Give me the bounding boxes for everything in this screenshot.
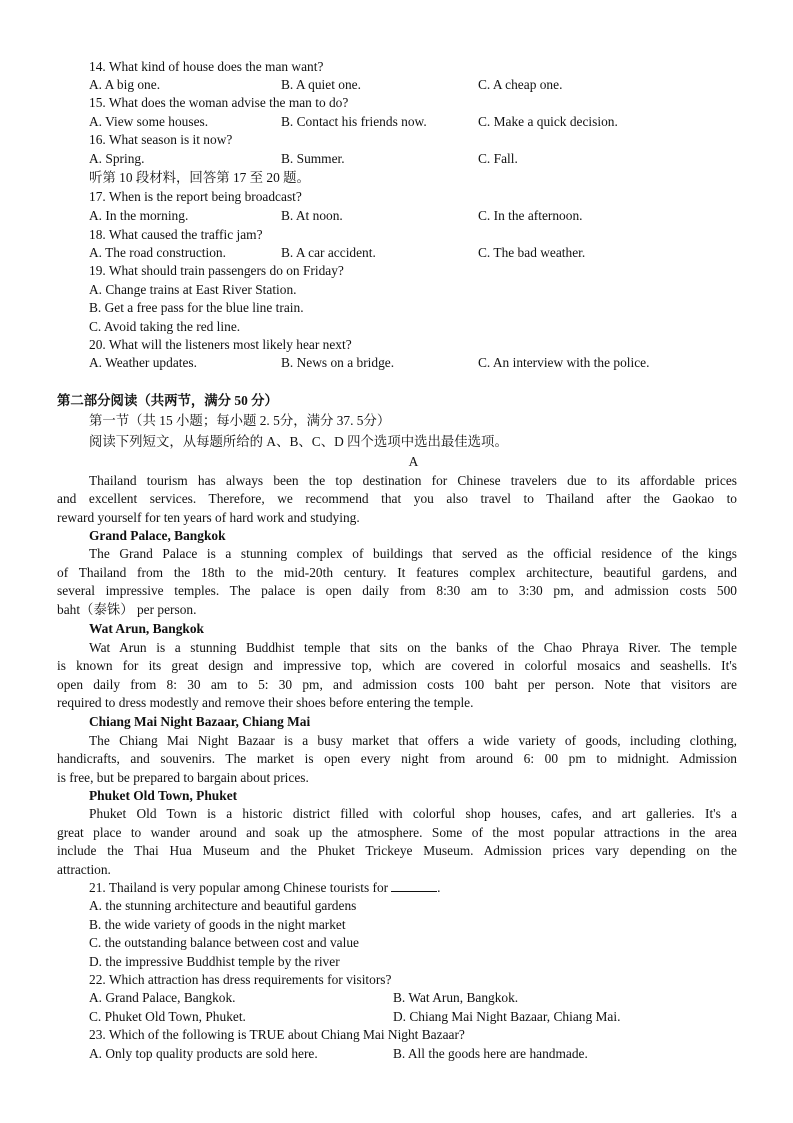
option-14b: B. A quiet one. xyxy=(281,77,361,92)
question-21-text: 21. Thailand is very popular among Chinese tourists for xyxy=(89,880,389,895)
wat-arun-line-4: required to dress modestly and remove their shoes before entering the temple. xyxy=(57,695,474,710)
option-19a: A. Change trains at East River Station. xyxy=(89,282,297,297)
night-bazaar-heading: Chiang Mai Night Bazaar, Chiang Mai xyxy=(89,714,311,729)
grand-palace-heading: Grand Palace, Bangkok xyxy=(89,528,226,543)
night-bazaar-line-3: is free, but be prepared to bargain about prices. xyxy=(57,770,309,785)
option-19b: B. Get a free pass for the blue line train. xyxy=(89,300,304,315)
option-19c: C. Avoid taking the red line. xyxy=(89,319,241,334)
intro-line-2: and excellent services. Therefore, we recommend that you also travel to Thailand after the Gaokao to xyxy=(57,491,737,506)
question-22: 22. Which attraction has dress requirements for visitors? xyxy=(89,972,392,987)
option-21c: C. the outstanding balance between cost and value xyxy=(89,935,359,950)
option-17b: B. At noon. xyxy=(281,208,343,223)
grand-palace-line-1: The Grand Palace is a stunning complex of buildings that served as the official residence of the kings xyxy=(89,546,737,561)
phuket-line-3: include the Thai Hua Museum and the Phuket Trickeye Museum. Admission prices vary depending on the xyxy=(57,843,737,858)
option-22a: A. Grand Palace, Bangkok. xyxy=(89,990,236,1005)
option-18b: B. A car accident. xyxy=(281,245,376,260)
option-14a: A. A big one. xyxy=(89,77,161,92)
grand-palace-line-4: baht（泰铢） per person. xyxy=(57,602,197,617)
question-23: 23. Which of the following is TRUE about Chiang Mai Night Bazaar? xyxy=(89,1027,465,1042)
option-16a: A. Spring. xyxy=(89,151,145,166)
grand-palace-line-2: of Thailand from the 18th to the mid-20th century. It features complex architecture, beautiful gardens, and xyxy=(57,565,737,580)
question-21: 21. Thailand is very popular among Chinese tourists for . xyxy=(89,880,441,895)
option-15c: C. Make a quick decision. xyxy=(478,114,618,129)
option-18a: A. The road construction. xyxy=(89,245,226,260)
option-22d: D. Chiang Mai Night Bazaar, Chiang Mai. xyxy=(393,1009,621,1024)
option-21a: A. the stunning architecture and beautiful gardens xyxy=(89,898,357,913)
question-19: 19. What should train passengers do on Friday? xyxy=(89,263,344,278)
option-18c: C. The bad weather. xyxy=(478,245,586,260)
intro-line-3: reward yourself for ten years of hard work and studying. xyxy=(57,510,360,525)
option-16b: B. Summer. xyxy=(281,151,345,166)
question-17: 17. When is the report being broadcast? xyxy=(89,189,302,204)
passage-label: A xyxy=(408,454,419,469)
phuket-line-4: attraction. xyxy=(57,862,111,877)
option-17a: A. In the morning. xyxy=(89,208,189,223)
night-bazaar-line-1: The Chiang Mai Night Bazaar is a busy market that offers a wide variety of goods, including clothing, xyxy=(89,733,737,748)
phuket-line-1: Phuket Old Town is a historic district filled with colorful shop houses, cafes, and art galleries. It's a xyxy=(89,806,737,821)
option-17c: C. In the afternoon. xyxy=(478,208,583,223)
part-two-title: 第二部分阅读（共两节，满分 50 分） xyxy=(57,393,278,408)
option-21b: B. the wide variety of goods in the night market xyxy=(89,917,346,932)
option-20c: C. An interview with the police. xyxy=(478,355,650,370)
option-14c: C. A cheap one. xyxy=(478,77,563,92)
question-18: 18. What caused the traffic jam? xyxy=(89,227,263,242)
option-22c: C. Phuket Old Town, Phuket. xyxy=(89,1009,246,1024)
wat-arun-line-1: Wat Arun is a stunning Buddhist temple that sits on the banks of the Chao Phraya River. The temple xyxy=(89,640,737,655)
option-15b: B. Contact his friends now. xyxy=(281,114,427,129)
wat-arun-heading: Wat Arun, Bangkok xyxy=(89,621,204,636)
question-20: 20. What will the listeners most likely hear next? xyxy=(89,337,352,352)
wat-arun-line-3: open daily from 8: 30 am to 5: 30 pm, and admission costs 100 baht per person. Note that visitors are xyxy=(57,677,737,692)
intro-line-1: Thailand tourism has always been the top destination for Chinese travelers due to its affordable prices xyxy=(89,473,737,488)
option-20a: A. Weather updates. xyxy=(89,355,197,370)
wat-arun-line-2: is known for its great design and impressive top, which are covered in colorful mosaics and seashells. It's xyxy=(57,658,737,673)
question-16: 16. What season is it now? xyxy=(89,132,233,147)
section-one-title: 第一节（共 15 小题；每小题 2. 5分，满分 37. 5分） xyxy=(89,413,391,428)
grand-palace-line-3: several impressive temples. The palace is open daily from 8:30 am to 3:30 pm, and admission costs 500 xyxy=(57,583,737,598)
option-22b: B. Wat Arun, Bangkok. xyxy=(393,990,519,1005)
option-15a: A. View some houses. xyxy=(89,114,209,129)
answer-blank xyxy=(391,879,437,892)
option-23b: B. All the goods here are handmade. xyxy=(393,1046,588,1061)
option-21d: D. the impressive Buddhist temple by the river xyxy=(89,954,340,969)
question-15: 15. What does the woman advise the man to do? xyxy=(89,95,349,110)
night-bazaar-line-2: handicrafts, and souvenirs. The market is open every night from around 6: 00 pm to midnight. Admission xyxy=(57,751,737,766)
option-16c: C. Fall. xyxy=(478,151,518,166)
option-20b: B. News on a bridge. xyxy=(281,355,395,370)
phuket-line-2: great place to wander around and soak up the atmosphere. Some of the most popular attractions in the area xyxy=(57,825,737,840)
section-10-instruction: 听第 10 段材料，回答第 17 至 20 题。 xyxy=(89,170,310,185)
phuket-heading: Phuket Old Town, Phuket xyxy=(89,788,238,803)
reading-instruction: 阅读下列短文，从每题所给的 A、B、C、D 四个选项中选出最佳选项。 xyxy=(89,434,508,449)
question-14: 14. What kind of house does the man want? xyxy=(89,59,324,74)
option-23a: A. Only top quality products are sold here. xyxy=(89,1046,318,1061)
